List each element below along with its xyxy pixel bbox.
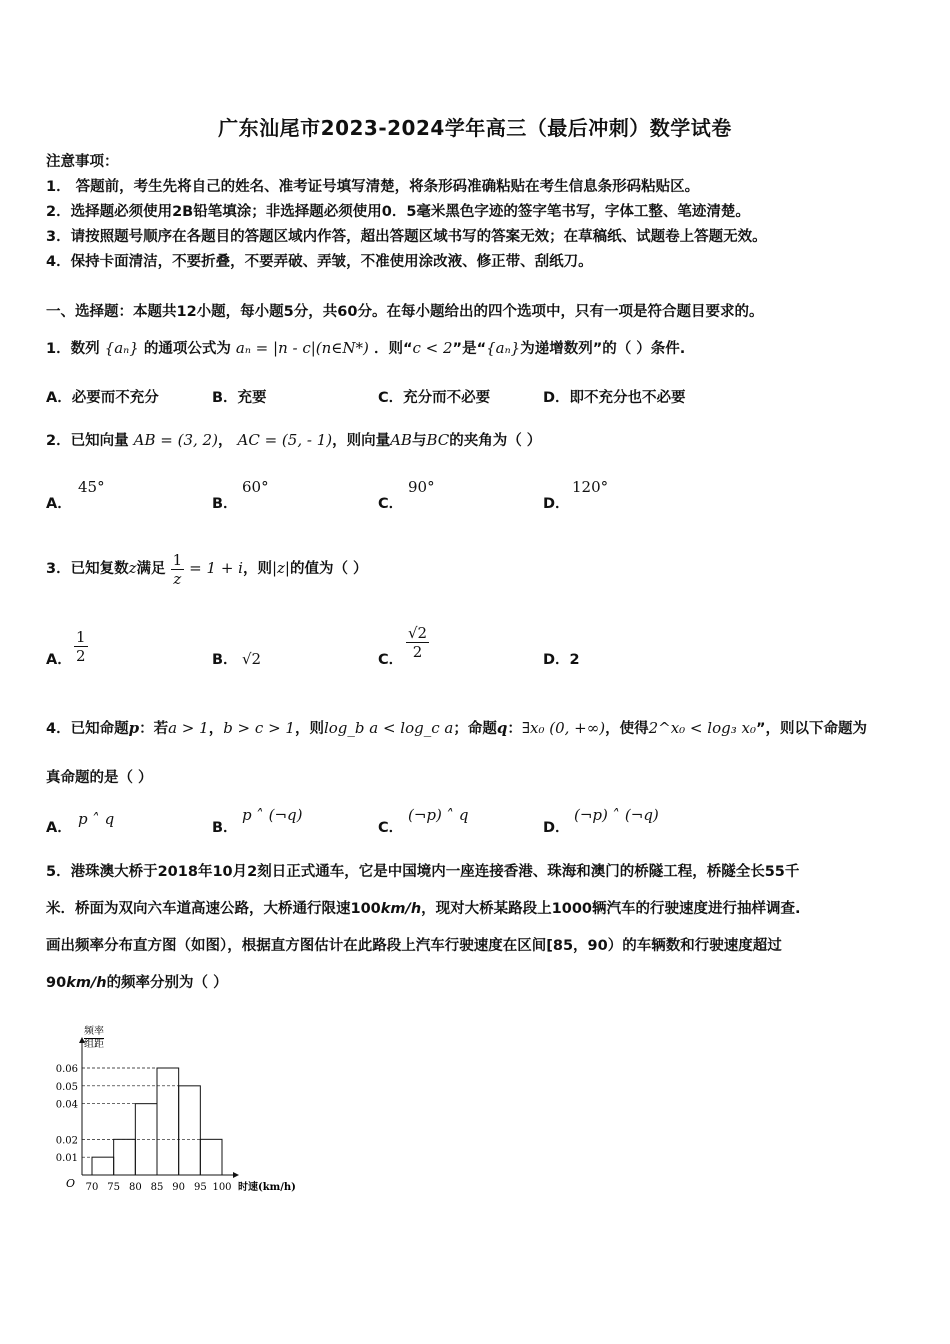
histogram-bar	[114, 1139, 136, 1175]
q2-text-1: 2．已知向量	[46, 433, 129, 449]
q1-option-d[interactable]: D．即不充分也不必要	[543, 390, 686, 406]
q3-text-4: 的值为（ ）	[289, 561, 368, 577]
q4-option-c-value: (¬p) ˄ q	[408, 806, 469, 824]
q1-text-3: ．则“	[373, 341, 413, 357]
y-label-bottom: 组距	[84, 1039, 104, 1050]
q3-c-den: 2	[412, 643, 423, 661]
q3-option-d[interactable]: D．2	[543, 652, 580, 668]
q4-text-2: ：若	[139, 721, 169, 737]
x-tick-label: 90	[172, 1182, 186, 1193]
x-tick-label: 70	[85, 1182, 99, 1193]
q5-line-4b: 的频率分别为（ ）	[106, 975, 228, 991]
q1-text-4: ”是“	[452, 341, 487, 357]
q5-unit-2: km/h	[66, 975, 107, 991]
notice-item-4: 4．保持卡面清洁，不要折叠，不要弄破、弄皱，不准使用涂改液、修正带、刮纸刀。	[46, 254, 593, 270]
q2-option-b-value: 60°	[242, 478, 269, 496]
histogram-bar	[157, 1068, 179, 1175]
q4-text-6: ：	[507, 721, 522, 737]
q1-option-a[interactable]: A．必要而不充分	[46, 390, 159, 406]
y-tick-label: 0.05	[55, 1081, 78, 1093]
q3-option-b[interactable]: B．	[212, 652, 238, 668]
q3-option-a[interactable]: A．	[46, 652, 72, 668]
q2-text-5: 的夹角为（ ）	[449, 433, 542, 449]
q4-text-1: 4．已知命题	[46, 721, 129, 737]
q4-text-5: ；命题	[453, 721, 497, 737]
q4-text-8: ”，则以下命题为	[755, 721, 867, 737]
q3-math-1: z	[128, 559, 137, 577]
q2-option-d-value: 120°	[572, 478, 609, 496]
q1-math-4: {aₙ}	[486, 339, 521, 357]
question-4	[46, 718, 867, 739]
y-tick-label: 0.01	[55, 1153, 78, 1165]
q3-frac-den: z	[173, 569, 182, 588]
q5-line-2b: ，现对大桥某路段上1000辆汽车的行驶速度进行抽样调查.	[421, 901, 801, 917]
q3-a-num: 1	[76, 628, 86, 646]
q3-fraction	[171, 551, 185, 588]
q2-option-c[interactable]: C．	[378, 496, 404, 512]
q4-option-c[interactable]: C．	[378, 820, 404, 836]
q3-math-3: |z|	[271, 559, 290, 577]
q3-math-2: = 1 + i	[189, 559, 243, 577]
q2-text-4: 与	[411, 433, 427, 449]
q2-text-2: ，	[217, 433, 233, 449]
q3-c-num: √2	[408, 624, 428, 642]
q4-math-4: log_b a < log_c a	[323, 719, 454, 737]
q4-math-7: 2^x₀ < log₃ x₀	[648, 719, 756, 737]
q3-option-a-value	[74, 628, 88, 665]
q3-option-b-value: √2	[242, 650, 262, 668]
notice-item-3: 3．请按照题号顺序在各题目的答题区域内作答，超出答题区域书写的答案无效；在草稿纸、试题卷上答题无效。	[46, 229, 767, 245]
x-axis-label: 时速(km/h)	[238, 1182, 296, 1193]
section-heading: 一、选择题：本题共12小题，每小题5分，共60分。在每小题给出的四个选项中，只有一项是符合题目要求的。	[46, 304, 764, 320]
q5-line-1: 5．港珠澳大桥于2018年10月2刻日正式通车，它是中国境内一座连接香港、珠海和澳门的桥隧工程，桥隧全长55千	[46, 864, 800, 880]
q4-option-a[interactable]: A．	[46, 820, 72, 836]
q5-line-3: 画出频率分布直方图（如图），根据直方图估计在此路段上汽车行驶速度在区间[85，90）的车辆数和行驶速度超过	[46, 938, 782, 954]
x-tick-label: 95	[193, 1182, 207, 1193]
q2-option-a-value: 45°	[78, 478, 105, 496]
q2-option-d[interactable]: D．	[543, 496, 570, 512]
question-1	[46, 338, 685, 359]
q1-math-2: aₙ = |n - c|(n∈N*)	[235, 339, 369, 357]
origin-label: O	[66, 1177, 76, 1190]
q2-math-1: AB = (3, 2)	[133, 431, 218, 449]
q5-unit-1: km/h	[380, 901, 422, 917]
x-tick-label: 75	[107, 1182, 121, 1193]
q2-math-3: AB	[390, 431, 412, 449]
q4-math-3: b > c > 1	[223, 719, 295, 737]
q4-option-d[interactable]: D．	[543, 820, 570, 836]
q1-math-1: {aₙ}	[104, 339, 139, 357]
q2-option-a[interactable]: A．	[46, 496, 72, 512]
q3-text-2: 满足	[136, 561, 166, 577]
y-tick-label: 0.04	[55, 1099, 78, 1111]
q2-option-c-value: 90°	[408, 478, 435, 496]
histogram-bar	[179, 1086, 201, 1175]
x-tick-label: 85	[150, 1182, 164, 1193]
question-2	[46, 430, 541, 451]
notice-item-1: 1． 答题前，考生先将自己的姓名、准考证号填写清楚，将条形码准确粘贴在考生信息条形码粘贴区。	[46, 179, 700, 195]
q5-line-2	[46, 899, 801, 919]
q1-text-1: 1．数列	[46, 341, 100, 357]
q5-line-2a: 米．桥面为双向六车道高速公路，大桥通行限速100	[46, 901, 381, 917]
histogram-bar	[92, 1157, 114, 1175]
q4-text-4: ，则	[294, 721, 324, 737]
q3-text-3: ，则	[242, 561, 272, 577]
q4-math-1: p	[128, 719, 140, 737]
q2-text-3: ，则向量	[332, 433, 391, 449]
q1-text-5: 为递增数列”的（ ）条件.	[520, 341, 686, 357]
question-3	[46, 546, 368, 591]
q4-option-d-value: (¬p) ˄ (¬q)	[574, 806, 659, 824]
x-tick-label: 80	[128, 1182, 142, 1193]
histogram-bar	[200, 1139, 222, 1175]
exam-title: 广东汕尾市2023-2024学年高三（最后冲刺）数学试卷	[218, 116, 732, 140]
y-label-top: 频率	[84, 1026, 104, 1037]
q1-math-3: c < 2	[412, 339, 453, 357]
q3-text-1: 3．已知复数	[46, 561, 129, 577]
notice-heading: 注意事项：	[46, 154, 119, 170]
q4-text-3: ，	[208, 721, 224, 737]
q1-option-b[interactable]: B．充要	[212, 390, 267, 406]
q3-option-c[interactable]: C．	[378, 652, 404, 668]
q4-option-b[interactable]: B．	[212, 820, 238, 836]
q4-line-2: 真命题的是（ ）	[46, 770, 153, 786]
q3-frac-num: 1	[172, 550, 183, 569]
q4-math-2: a > 1	[168, 719, 209, 737]
q2-math-2: AC = (5, - 1)	[237, 431, 333, 449]
q4-option-b-value: p ˄ (¬q)	[242, 806, 303, 824]
y-tick-label: 0.06	[55, 1064, 78, 1075]
q4-math-5: q	[496, 719, 508, 737]
q3-a-den: 2	[76, 647, 86, 665]
notice-item-2: 2．选择题必须使用2B铅笔填涂；非选择题必须使用0．5毫米黑色字迹的签字笔书写，字体工整、笔迹清楚。	[46, 204, 750, 220]
q4-option-a-value: p ˄ q	[78, 810, 115, 828]
q1-option-c[interactable]: C．充分而不必要	[378, 390, 491, 406]
q5-line-4	[46, 973, 228, 993]
x-tick-label: 100	[212, 1182, 232, 1193]
q5-line-4a: 90	[46, 975, 67, 991]
q4-text-7: ，使得	[605, 721, 649, 737]
q2-option-b[interactable]: B．	[212, 496, 238, 512]
speed-histogram	[40, 1020, 320, 1200]
y-tick-label: 0.02	[55, 1135, 78, 1147]
q4-math-6: ∃x₀ (0, +∞)	[521, 719, 606, 737]
q2-math-4: BC	[426, 431, 450, 449]
q1-text-2: 的通项公式为	[143, 341, 231, 357]
q3-option-c-value	[406, 624, 429, 661]
